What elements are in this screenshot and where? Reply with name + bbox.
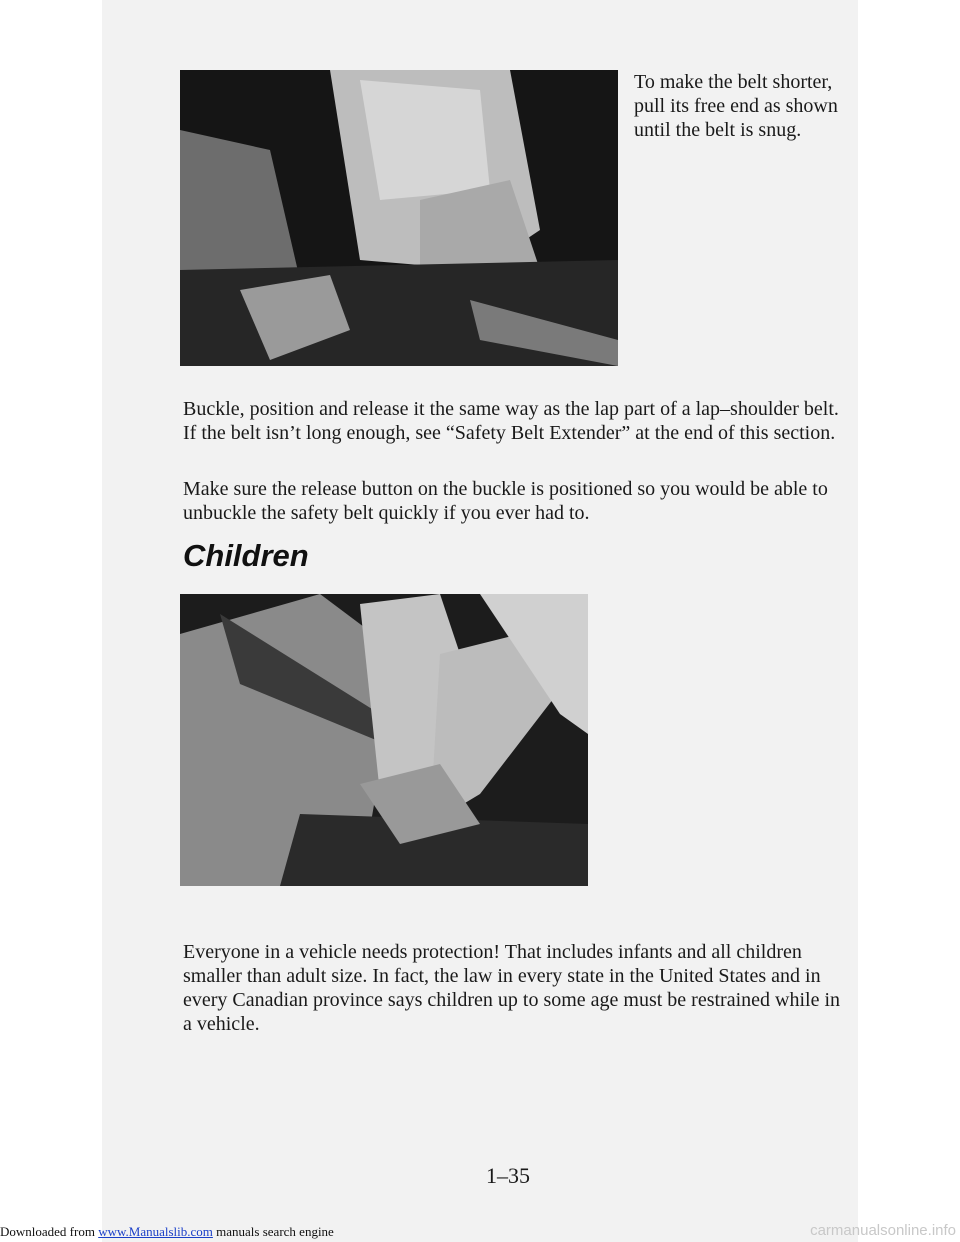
buckle-paragraph: Buckle, position and release it the same way as the lap part of a lap–shoulder belt. If the belt isn’t long enough, see “Safety Belt Extender” at the end of this section.: [183, 398, 839, 444]
page-number: 1–35: [486, 1163, 530, 1188]
manualslib-link[interactable]: www.Manualslib.com: [98, 1224, 213, 1239]
footer-suffix: manuals search engine: [212, 1224, 334, 1239]
watermark: carmanualsonline.info: [810, 1222, 956, 1239]
children-seatbelt-photo: [180, 594, 588, 886]
release-button-paragraph: Make sure the release button on the buckle is positioned so you would be able to unbuckle the safety belt quickly if you ever had to.: [183, 478, 828, 524]
section-heading: Children: [183, 538, 309, 573]
lap-belt-adjust-photo: [180, 70, 618, 366]
footer-prefix: Downloaded from: [0, 1224, 99, 1239]
belt-caption: To make the belt shorter, pull its free end as shown until the belt is snug.: [634, 71, 838, 141]
children-paragraph: Everyone in a vehicle needs protection! That includes infants and all children smaller than adult size. In fact, the law in every state in the United States and in every Canadian province says children up to some age must be restrained while in a vehicle.: [183, 941, 841, 1035]
download-footer: [0, 1224, 334, 1242]
